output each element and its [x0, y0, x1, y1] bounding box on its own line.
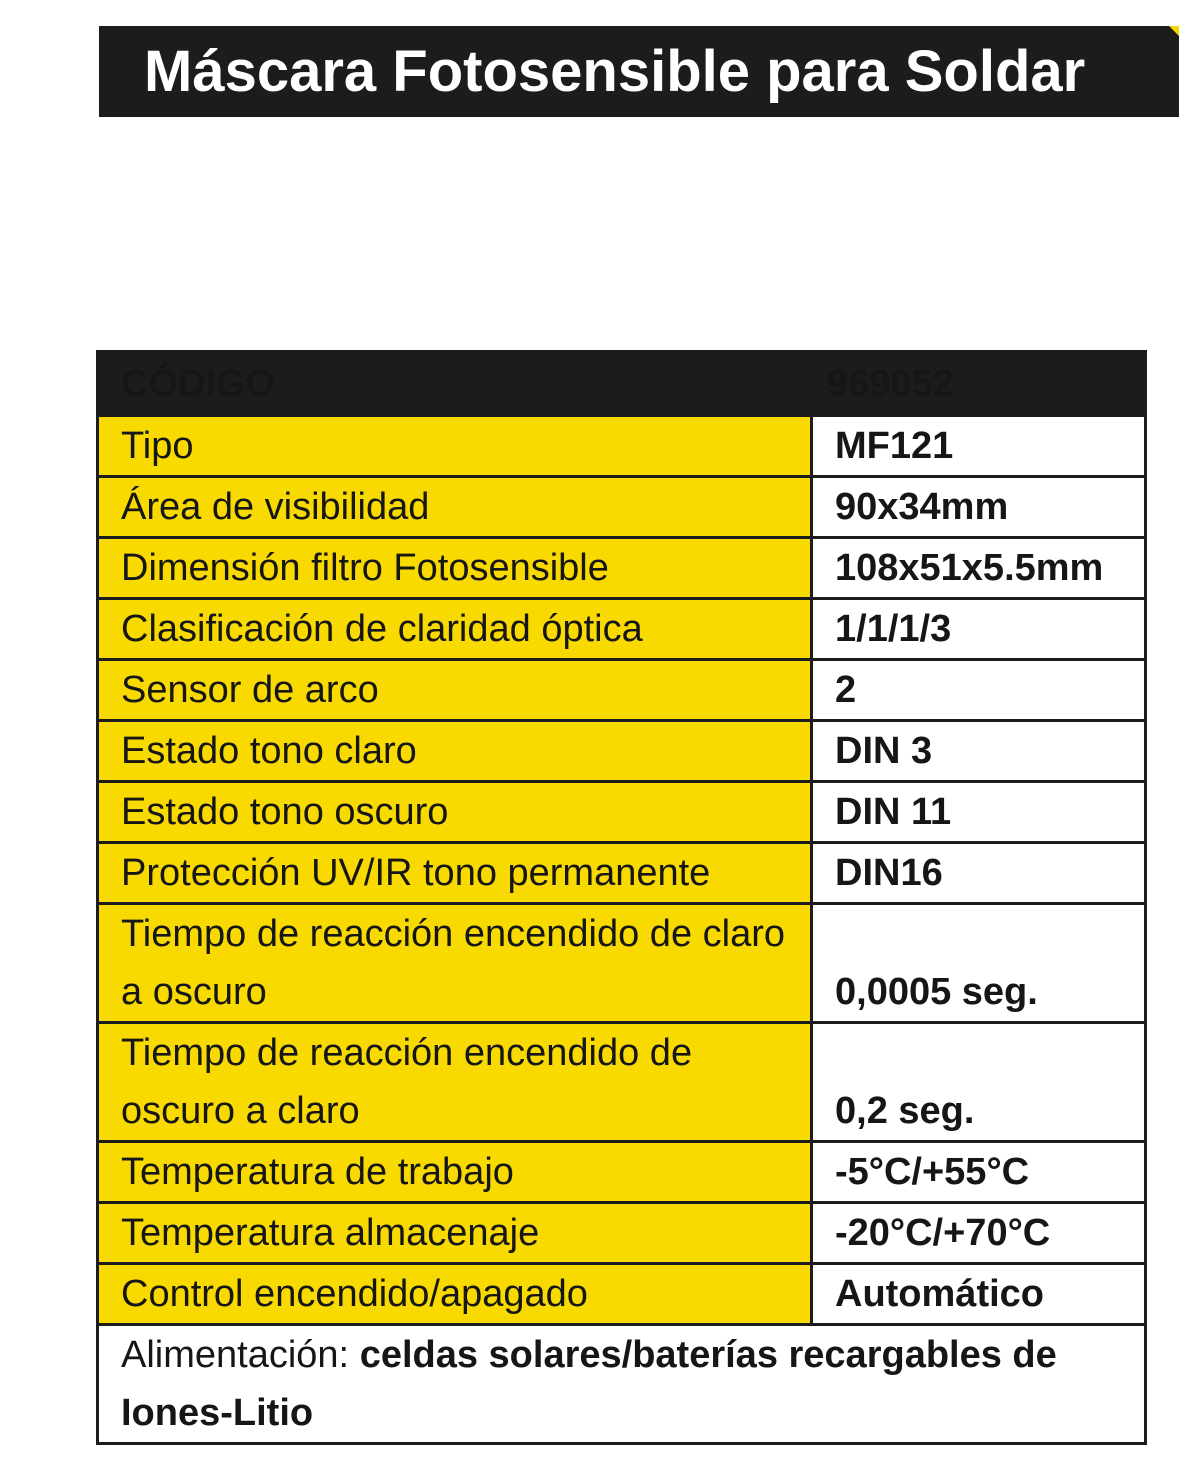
table-row: [98, 1264, 1146, 1325]
table-row: [98, 660, 1146, 721]
row-value: DIN 3: [812, 721, 1146, 782]
row-value: DIN16: [812, 843, 1146, 904]
row-label: Dimensión filtro Fotosensible: [98, 538, 812, 599]
footer-label: Alimentación:: [121, 1334, 350, 1376]
row-label: Temperatura almacenaje: [98, 1203, 812, 1264]
row-value: Automático: [812, 1264, 1146, 1325]
row-label: Tipo: [98, 416, 812, 477]
table-row: [98, 843, 1146, 904]
table-row: [98, 599, 1146, 660]
row-value: 0,0005 seg.: [812, 904, 1146, 1023]
row-label: Protección UV/IR tono permanente: [98, 843, 812, 904]
row-label: Sensor de arco: [98, 660, 812, 721]
row-label: Estado tono oscuro: [98, 782, 812, 843]
row-value: 0,2 seg.: [812, 1023, 1146, 1142]
row-value: -20°C/+70°C: [812, 1203, 1146, 1264]
table-row: [98, 1203, 1146, 1264]
row-label: Tiempo de reacción encendido de claro a oscuro: [98, 904, 812, 1023]
row-label: Área de visibilidad: [98, 477, 812, 538]
row-label: Estado tono claro: [98, 721, 812, 782]
table-row: [98, 416, 1146, 477]
spec-table: [96, 350, 1147, 1445]
table-row: [98, 538, 1146, 599]
row-value: 1/1/1/3: [812, 599, 1146, 660]
table-footer-row: [98, 1325, 1146, 1444]
table-row: [98, 721, 1146, 782]
table-row: [98, 904, 1146, 1023]
row-label: Control encendido/apagado: [98, 1264, 812, 1325]
row-value: 90x34mm: [812, 477, 1146, 538]
table-row: [98, 1023, 1146, 1142]
page-title: Máscara Fotosensible para Soldar: [144, 39, 1086, 104]
footer-cell: [98, 1325, 1146, 1444]
row-label: Temperatura de trabajo: [98, 1142, 812, 1203]
corner-accent: [1169, 26, 1179, 36]
row-label: Tiempo de reacción encendido de oscuro a claro: [98, 1023, 812, 1142]
row-value: 108x51x5.5mm: [812, 538, 1146, 599]
table-header-row: [98, 352, 1146, 416]
header-label: CÓDIGO: [98, 352, 812, 416]
table-row: [98, 1142, 1146, 1203]
row-value: DIN 11: [812, 782, 1146, 843]
table-row: [98, 477, 1146, 538]
header-value: 969052: [812, 352, 1146, 416]
footer-value: celdas solares/baterías recargables de Iones-Litio: [121, 1334, 1057, 1434]
row-label: Clasificación de claridad óptica: [98, 599, 812, 660]
row-value: 2: [812, 660, 1146, 721]
row-value: -5°C/+55°C: [812, 1142, 1146, 1203]
row-value: MF121: [812, 416, 1146, 477]
title-bar: [99, 26, 1179, 117]
table-row: [98, 782, 1146, 843]
